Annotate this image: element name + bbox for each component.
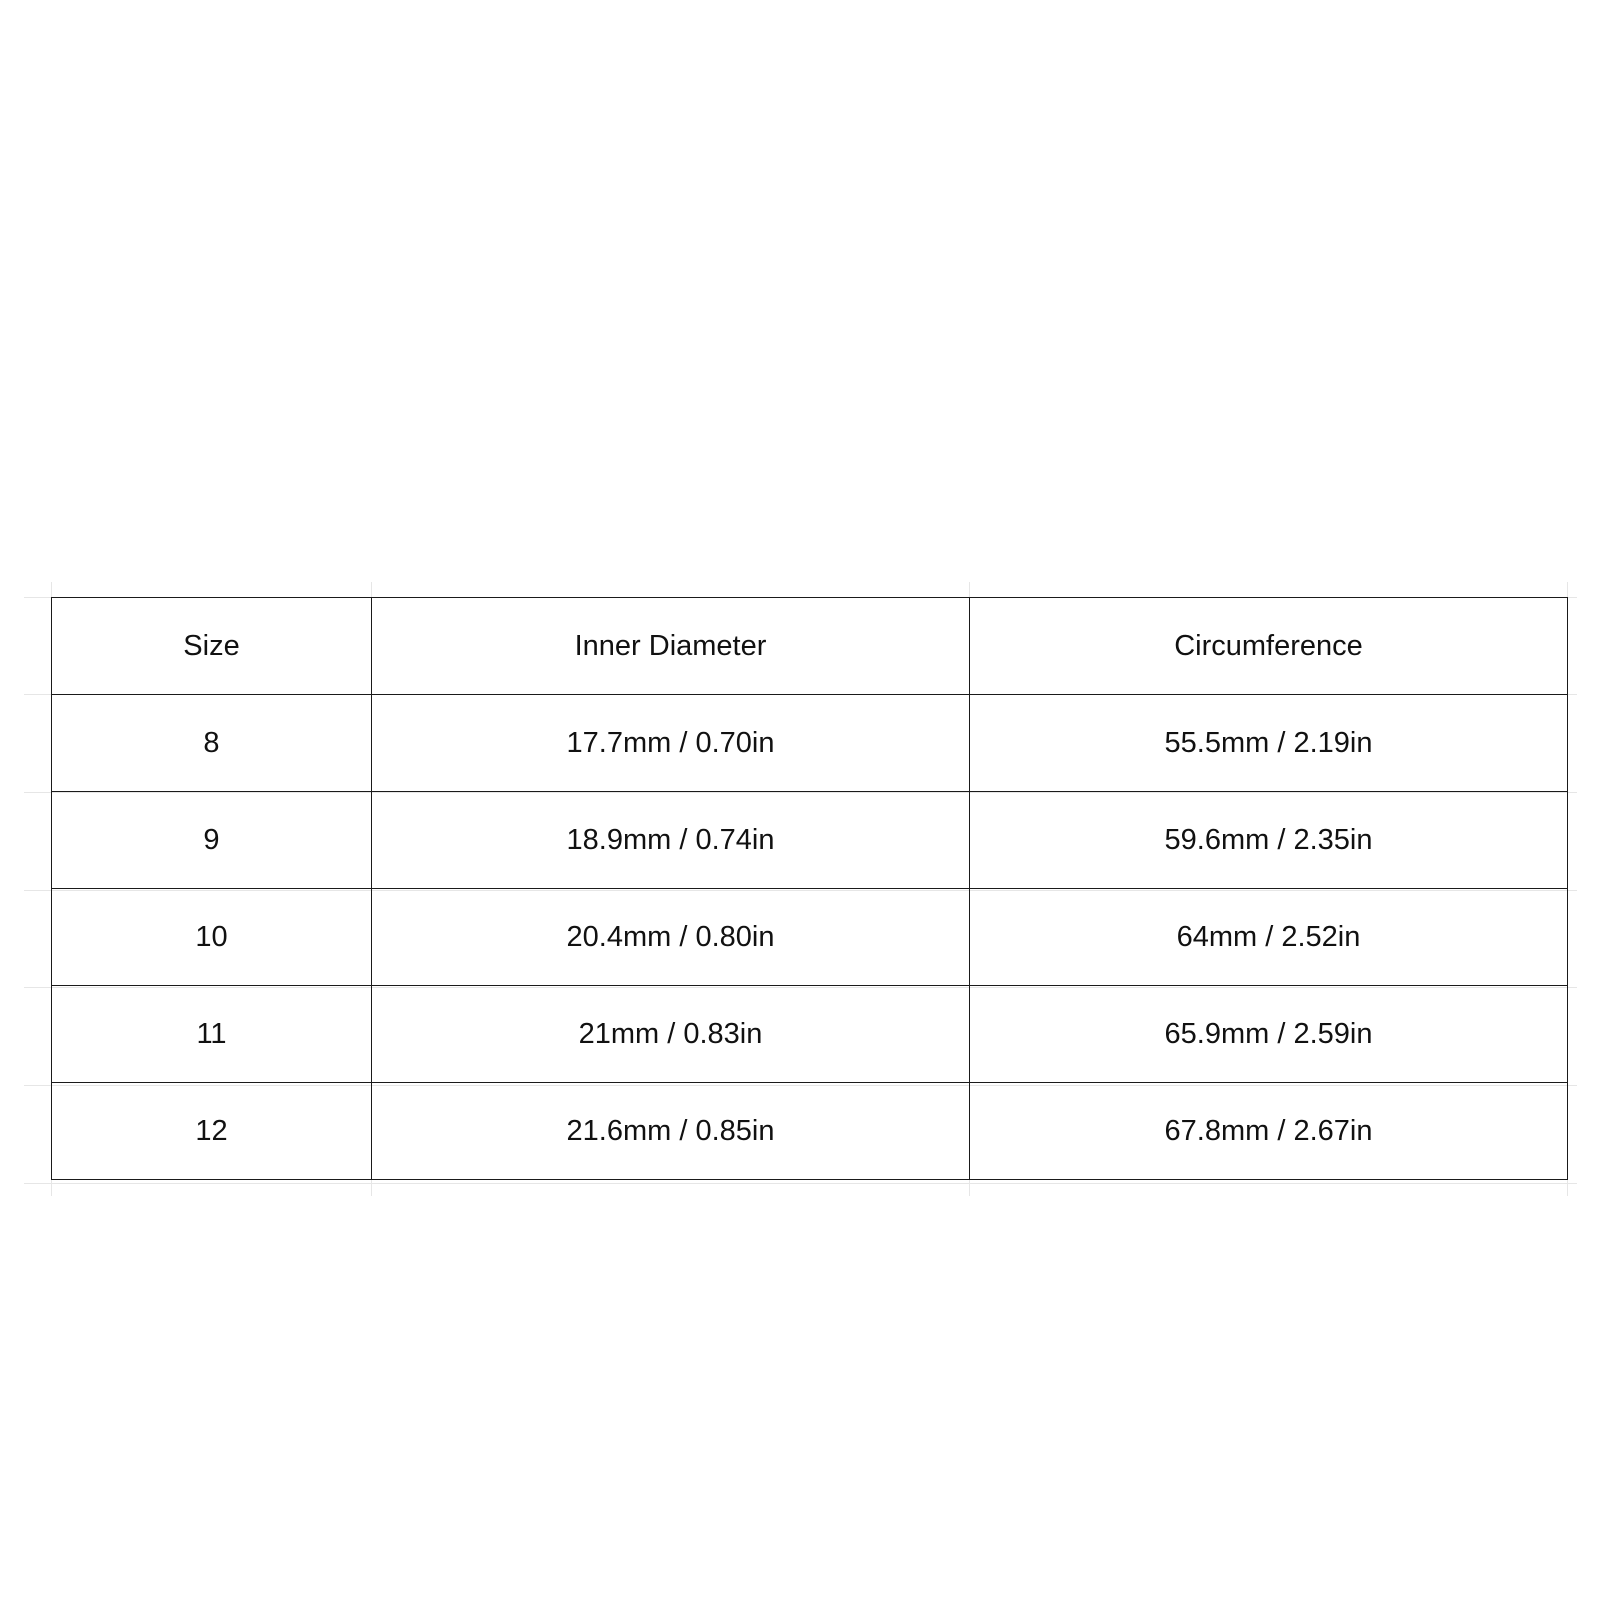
table-row: [52, 792, 1568, 889]
table-row: [52, 986, 1568, 1083]
header-row: [52, 598, 1568, 695]
header-inner-diameter: Inner Diameter: [372, 598, 970, 695]
circumference-cell: 65.9mm / 2.59in: [970, 986, 1568, 1083]
table-row: [52, 889, 1568, 986]
header-circumference: Circumference: [970, 598, 1568, 695]
circumference-cell: 55.5mm / 2.19in: [970, 695, 1568, 792]
header-size: Size: [52, 598, 372, 695]
size-cell: 11: [52, 986, 372, 1083]
inner-diameter-cell: 17.7mm / 0.70in: [372, 695, 970, 792]
inner-diameter-cell: 21.6mm / 0.85in: [372, 1083, 970, 1180]
inner-diameter-cell: 18.9mm / 0.74in: [372, 792, 970, 889]
faint-gridline-bottom: [24, 1183, 1577, 1184]
size-cell: 8: [52, 695, 372, 792]
circumference-cell: 67.8mm / 2.67in: [970, 1083, 1568, 1180]
ring-size-table: [51, 597, 1568, 1180]
table-row: [52, 1083, 1568, 1180]
size-cell: 12: [52, 1083, 372, 1180]
size-cell: 10: [52, 889, 372, 986]
size-cell: 9: [52, 792, 372, 889]
circumference-cell: 59.6mm / 2.35in: [970, 792, 1568, 889]
table-row: [52, 695, 1568, 792]
inner-diameter-cell: 20.4mm / 0.80in: [372, 889, 970, 986]
circumference-cell: 64mm / 2.52in: [970, 889, 1568, 986]
inner-diameter-cell: 21mm / 0.83in: [372, 986, 970, 1083]
